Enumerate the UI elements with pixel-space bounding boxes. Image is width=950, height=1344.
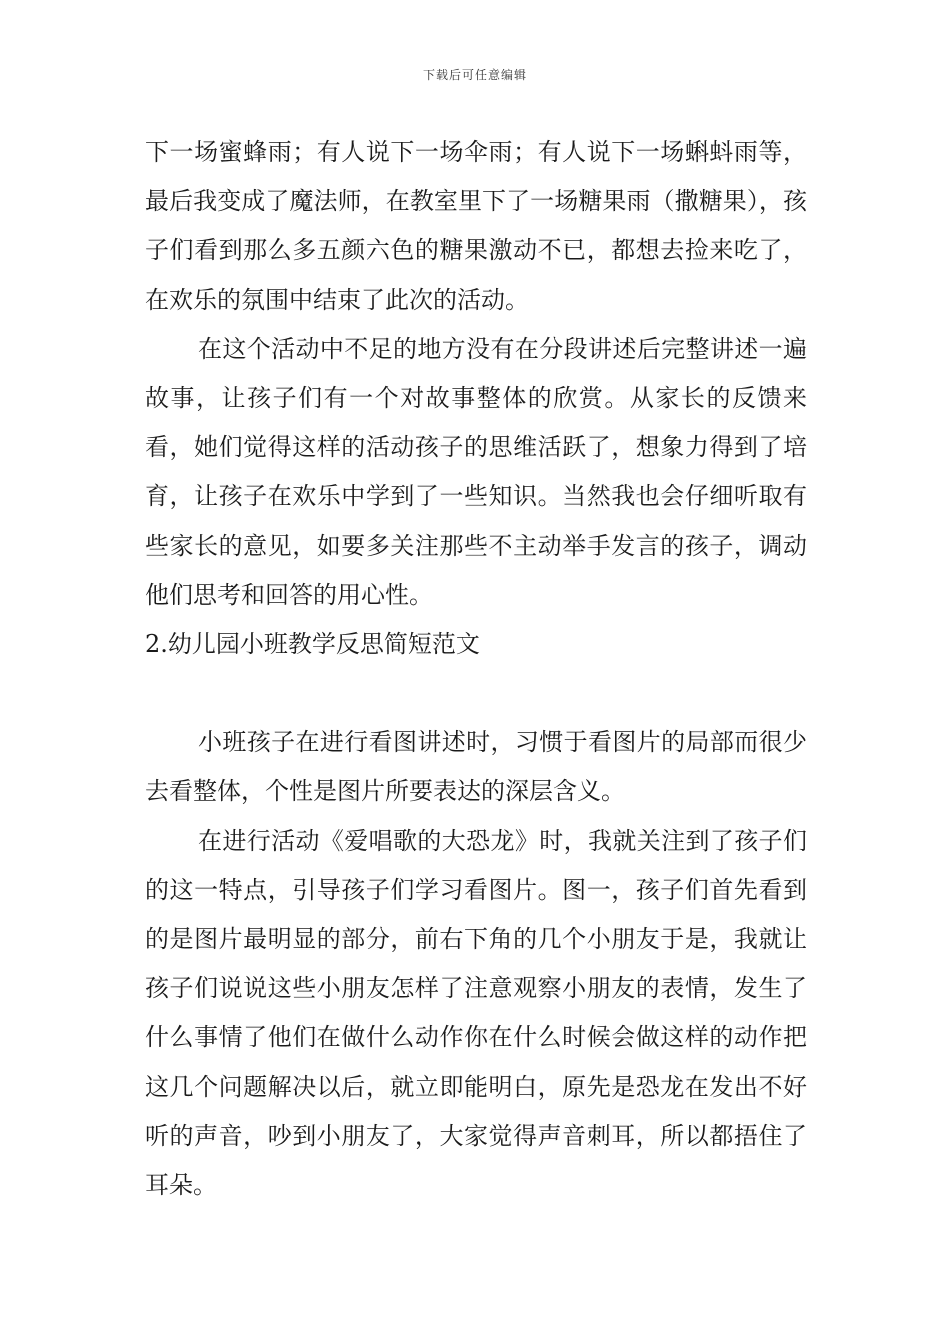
page-header: 下载后可任意编辑 bbox=[422, 68, 527, 82]
section-heading: 2.幼儿园小班教学反思简短范文 bbox=[145, 630, 480, 659]
paragraph-activity: 在进行活动《爱唱歌的大恐龙》时，我就关注到了孩子们的这一特点，引导孩子们学习看图片。图一，孩子们首先看到的是图片最明显的部分，前右下角的几个小朋友于是，我就让孩子们说说这些小朋友怎样了注意观察小朋友的表情，发生了什么事情了他们在做什么动作你在什么时候会做这样的动作把这几个问题解决以后，就立即能明白，原先是恐龙在发出不好听的声音，吵到小朋友了，大家觉得声音刺耳，所以都捂住了耳朵。 bbox=[145, 826, 807, 1200]
paragraph-reflection: 在这个活动中不足的地方没有在分段讲述后完整讲述一遍故事，让孩子们有一个对故事整体的欣赏。从家长的反馈来看，她们觉得这样的活动孩子的思维活跃了，想象力得到了培育，让孩子在欢乐中学到了一些知识。当然我也会仔细听取有些家长的意见，如要多关注那些不主动举手发言的孩子，调动他们思考和回答的用心性。 bbox=[145, 334, 807, 609]
document-body bbox=[145, 128, 807, 1210]
paragraph-continuation: 下一场蜜蜂雨；有人说下一场伞雨；有人说下一场蝌蚪雨等，最后我变成了魔法师，在教室里下了一场糖果雨（撒糖果），孩子们看到那么多五颜六色的糖果激动不已，都想去捡来吃了，在欢乐的氛围中结束了此次的活动。 bbox=[145, 138, 807, 314]
paragraph-intro: 小班孩子在进行看图讲述时，习惯于看图片的局部而很少去看整体，个性是图片所要表达的深层含义。 bbox=[145, 728, 807, 806]
blank-line bbox=[145, 669, 807, 718]
